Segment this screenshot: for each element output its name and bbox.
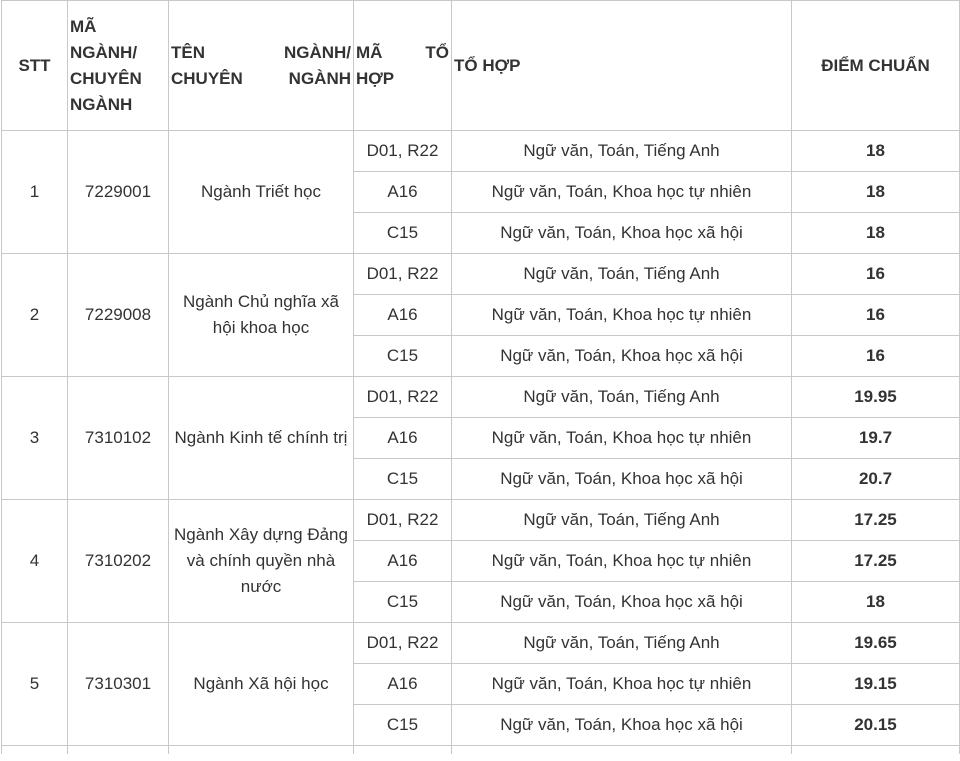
combo-code-cell: C15 [354,705,452,746]
table-row [2,500,960,541]
major-code-cell: 7310102 [68,377,169,500]
combo-code-cell: C15 [354,336,452,377]
combo-cell: Ngữ văn, Toán, Tiếng Anh [452,377,792,418]
combo-cell: Ngữ văn, Toán, Khoa học tự nhiên [452,418,792,459]
stt-cell: 2 [2,254,68,377]
score-cell: 19.65 [792,623,960,664]
admission-score-table [1,0,960,754]
header-stt: STT [2,1,68,131]
header-combo: TỔ HỢP [452,1,792,131]
major-name-cell: Ngành Xã hội học [169,623,354,746]
empty-cell [792,746,960,755]
major-code-cell: 7229001 [68,131,169,254]
major-code-cell: 7310202 [68,500,169,623]
score-cell: 16 [792,295,960,336]
combo-cell: Ngữ văn, Toán, Tiếng Anh [452,131,792,172]
combo-cell: Ngữ văn, Toán, Khoa học xã hội [452,336,792,377]
combo-cell: Ngữ văn, Toán, Khoa học tự nhiên [452,541,792,582]
combo-cell: Ngữ văn, Toán, Khoa học xã hội [452,582,792,623]
combo-cell: Ngữ văn, Toán, Khoa học tự nhiên [452,172,792,213]
combo-code-cell: A16 [354,418,452,459]
empty-cell [2,746,68,755]
combo-code-cell: D01, R22 [354,377,452,418]
score-cell: 19.7 [792,418,960,459]
combo-code-cell: A16 [354,172,452,213]
score-cell: 16 [792,254,960,295]
combo-code-cell: D01, R22 [354,623,452,664]
empty-cell [169,746,354,755]
score-cell: 18 [792,172,960,213]
combo-cell: Ngữ văn, Toán, Khoa học tự nhiên [452,295,792,336]
major-name-cell: Ngành Xây dựng Đảng và chính quyền nhà nước [169,500,354,623]
combo-code-cell: A16 [354,664,452,705]
combo-cell: Ngữ văn, Toán, Khoa học xã hội [452,705,792,746]
combo-cell: Ngữ văn, Toán, Tiếng Anh [452,623,792,664]
empty-cell [354,746,452,755]
major-name-cell: Ngành Kinh tế chính trị [169,377,354,500]
score-cell: 20.7 [792,459,960,500]
score-cell: 18 [792,213,960,254]
score-cell: 19.15 [792,664,960,705]
combo-cell: Ngữ văn, Toán, Tiếng Anh [452,254,792,295]
combo-code-cell: D01, R22 [354,500,452,541]
header-combo-code: MÃ TỔ HỢP [354,1,452,131]
combo-code-cell: D01, R22 [354,131,452,172]
combo-code-cell: A16 [354,541,452,582]
score-cell: 17.25 [792,500,960,541]
combo-code-cell: A16 [354,295,452,336]
stt-cell: 4 [2,500,68,623]
score-cell: 19.95 [792,377,960,418]
table-header-row [2,1,960,131]
major-name-cell: Ngành Triết học [169,131,354,254]
combo-code-cell: C15 [354,582,452,623]
combo-cell: Ngữ văn, Toán, Khoa học xã hội [452,459,792,500]
header-major-code: MÃ NGÀNH/ CHUYÊN NGÀNH [68,1,169,131]
score-cell: 17.25 [792,541,960,582]
table-body [2,131,960,755]
score-cell: 18 [792,582,960,623]
header-score: ĐIỂM CHUẨN [792,1,960,131]
major-code-cell: 7229008 [68,254,169,377]
combo-code-cell: D01, R22 [354,254,452,295]
table-row-partial [2,746,960,755]
score-cell: 16 [792,336,960,377]
header-major-name: TÊN NGÀNH/ CHUYÊN NGÀNH [169,1,354,131]
stt-cell: 1 [2,131,68,254]
combo-cell: Ngữ văn, Toán, Khoa học xã hội [452,213,792,254]
stt-cell: 5 [2,623,68,746]
combo-code-cell: C15 [354,459,452,500]
combo-cell: Ngữ văn, Toán, Khoa học tự nhiên [452,664,792,705]
empty-cell [452,746,792,755]
major-code-cell: 7310301 [68,623,169,746]
score-cell: 18 [792,131,960,172]
table-row [2,623,960,664]
score-cell: 20.15 [792,705,960,746]
major-name-cell: Ngành Chủ nghĩa xã hội khoa học [169,254,354,377]
stt-cell: 3 [2,377,68,500]
table-row [2,131,960,172]
table-row [2,254,960,295]
empty-cell [68,746,169,755]
combo-code-cell: C15 [354,213,452,254]
combo-cell: Ngữ văn, Toán, Tiếng Anh [452,500,792,541]
table-row [2,377,960,418]
